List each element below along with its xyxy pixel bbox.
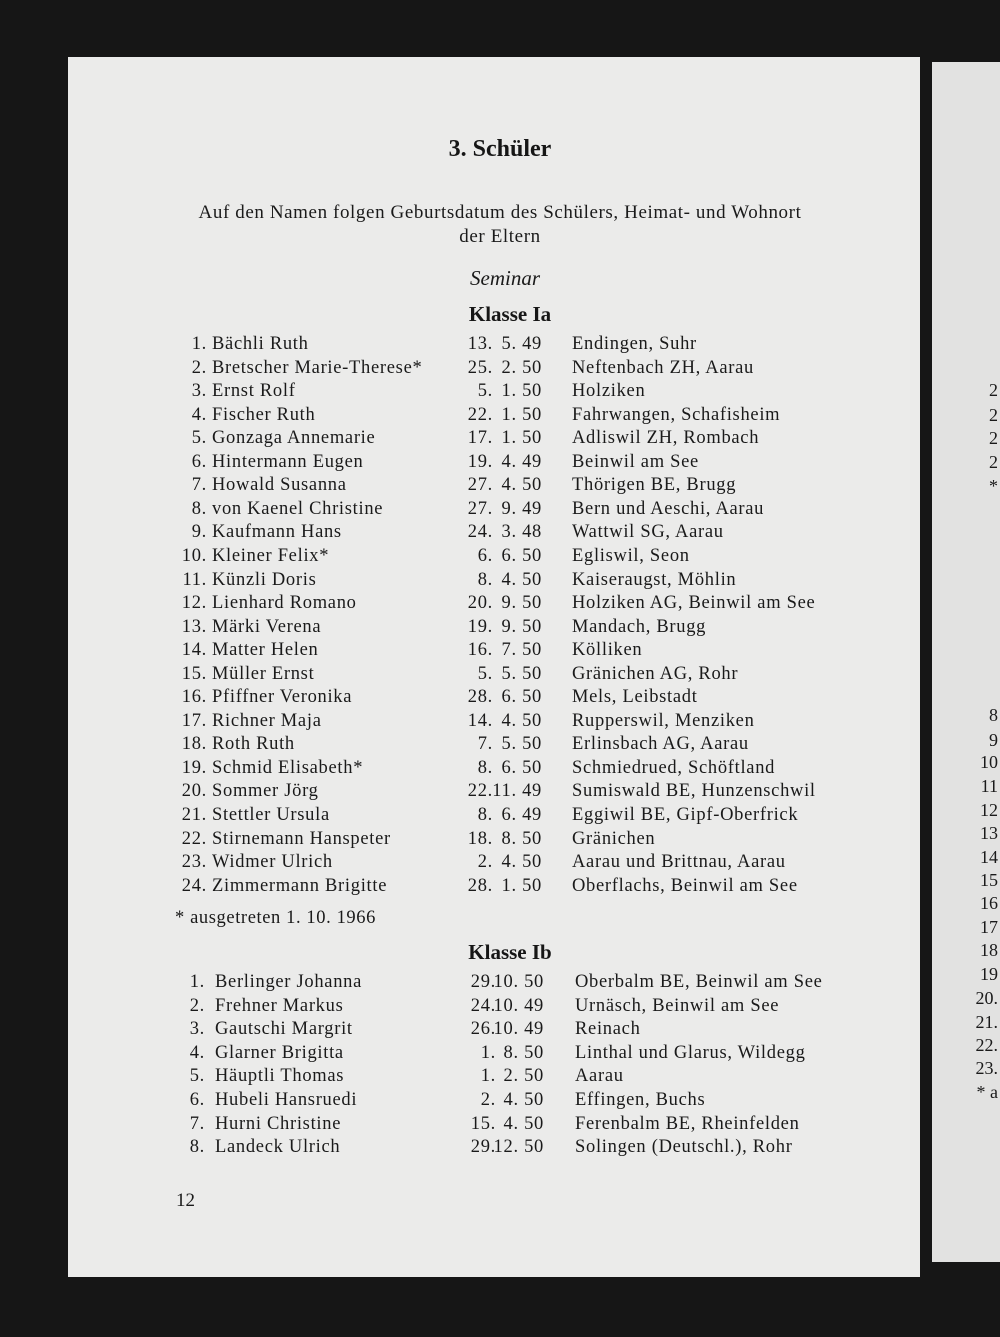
student-mon: 10. 49 bbox=[493, 1019, 544, 1040]
student-name: Hintermann Eugen bbox=[212, 451, 364, 472]
student-day: 2. bbox=[477, 852, 493, 873]
adjacent-page-fragment: 2 bbox=[989, 428, 998, 448]
student-mon: 5. 50 bbox=[501, 734, 542, 755]
student-name: Hurni Christine bbox=[215, 1113, 342, 1134]
student-num: 6. bbox=[191, 451, 207, 472]
student-name: Matter Helen bbox=[212, 640, 319, 661]
adjacent-page-fragment: 23. bbox=[975, 1058, 998, 1078]
student-name: Richner Maja bbox=[212, 710, 322, 731]
student-row bbox=[0, 1066, 1000, 1089]
student-place: Holziken bbox=[572, 381, 646, 402]
student-place: Beinwil am See bbox=[572, 451, 699, 472]
student-num: 3. bbox=[189, 1019, 205, 1040]
adjacent-page-fragment: 8 bbox=[989, 705, 998, 725]
student-day: 13. bbox=[467, 334, 493, 354]
student-row bbox=[0, 640, 1000, 663]
student-mon: 6. 50 bbox=[501, 687, 542, 708]
student-name: Stirnemann Hanspeter bbox=[212, 828, 391, 849]
student-place: Fahrwangen, Schafisheim bbox=[572, 404, 781, 425]
student-name: Zimmermann Brigitte bbox=[212, 875, 388, 896]
student-num: 17. bbox=[181, 710, 207, 731]
student-place: Rupperswil, Menziken bbox=[572, 710, 755, 731]
adjacent-page-fragment: 18 bbox=[980, 940, 998, 960]
student-name: Roth Ruth bbox=[212, 734, 295, 755]
student-num: 9. bbox=[191, 522, 207, 543]
student-name: Lienhard Romano bbox=[212, 593, 357, 614]
student-place: Gränichen bbox=[572, 828, 656, 849]
student-row bbox=[0, 876, 1000, 899]
student-name: Hubeli Hansruedi bbox=[215, 1090, 358, 1110]
student-day: 28. bbox=[467, 875, 493, 896]
student-num: 13. bbox=[181, 616, 207, 637]
student-name: Märki Verena bbox=[212, 616, 322, 637]
student-day: 19. bbox=[467, 616, 493, 637]
adjacent-page-fragment: 10 bbox=[980, 752, 998, 772]
page-title: 3. Schüler bbox=[448, 136, 552, 162]
student-name: Bächli Ruth bbox=[212, 334, 309, 354]
student-place: Adliswil ZH, Rombach bbox=[572, 428, 760, 449]
student-row bbox=[0, 617, 1000, 640]
student-mon: 2. 50 bbox=[501, 357, 542, 378]
student-place: Eggiwil BE, Gipf-Oberfrick bbox=[572, 805, 799, 825]
student-row bbox=[0, 593, 1000, 616]
student-name: Gautschi Margrit bbox=[215, 1019, 353, 1040]
student-place: Sumiswald BE, Hunzenschwil bbox=[572, 781, 816, 802]
student-name: Berlinger Johanna bbox=[215, 972, 363, 992]
student-mon: 1. 50 bbox=[501, 875, 542, 896]
student-num: 23. bbox=[181, 852, 207, 873]
adjacent-page-fragment: 15 bbox=[980, 870, 998, 890]
adjacent-page-fragment: 16 bbox=[980, 893, 998, 913]
student-day: 25. bbox=[467, 357, 493, 378]
student-name: Schmid Elisabeth* bbox=[212, 757, 364, 778]
student-day: 8. bbox=[477, 569, 493, 590]
student-place: Thörigen BE, Brugg bbox=[572, 475, 737, 496]
student-mon: 9. 50 bbox=[501, 616, 542, 637]
student-mon: 1. 50 bbox=[501, 381, 542, 402]
student-row bbox=[0, 405, 1000, 428]
student-mon: 1. 50 bbox=[501, 428, 542, 449]
student-row bbox=[0, 475, 1000, 498]
adjacent-page-fragment: 11 bbox=[980, 776, 998, 796]
student-place: Schmiedrued, Schöftland bbox=[572, 757, 776, 778]
student-name: Sommer Jörg bbox=[212, 781, 319, 802]
student-mon: 4. 49 bbox=[501, 451, 542, 472]
student-day: 18. bbox=[467, 828, 493, 849]
student-day: 24. bbox=[470, 995, 496, 1016]
adjacent-page-fragment: 2 bbox=[989, 452, 998, 472]
adjacent-page-fragment: * a bbox=[976, 1082, 998, 1102]
student-day: 20. bbox=[467, 593, 493, 614]
student-day: 8. bbox=[477, 757, 493, 778]
student-place: Erlinsbach AG, Aarau bbox=[572, 734, 749, 755]
student-place: Aarau bbox=[575, 1066, 624, 1087]
student-num: 15. bbox=[181, 663, 207, 684]
student-place: Kaiseraugst, Möhlin bbox=[572, 569, 737, 590]
student-place: Bern und Aeschi, Aarau bbox=[572, 498, 765, 519]
student-place: Gränichen AG, Rohr bbox=[572, 663, 739, 684]
student-place: Kölliken bbox=[572, 640, 643, 661]
student-day: 17. bbox=[467, 428, 493, 449]
student-row bbox=[0, 1090, 1000, 1113]
student-mon: 3. 48 bbox=[501, 522, 542, 543]
student-num: 21. bbox=[181, 805, 207, 825]
student-place: Holziken AG, Beinwil am See bbox=[572, 593, 816, 614]
student-row bbox=[0, 452, 1000, 475]
student-mon: 5. 49 bbox=[501, 334, 542, 354]
adjacent-page-fragment: * bbox=[989, 476, 998, 496]
student-num: 1. bbox=[189, 972, 205, 992]
student-num: 8. bbox=[191, 498, 207, 519]
student-row bbox=[0, 1043, 1000, 1066]
student-name: Pfiffner Veronika bbox=[212, 687, 353, 708]
adjacent-page-fragment: 21. bbox=[975, 1012, 998, 1032]
student-place: Oberbalm BE, Beinwil am See bbox=[575, 972, 823, 992]
student-num: 4. bbox=[191, 404, 207, 425]
student-day: 15. bbox=[470, 1113, 496, 1134]
student-row bbox=[0, 781, 1000, 804]
student-num: 2. bbox=[191, 357, 207, 378]
student-place: Ferenbalm BE, Rheinfelden bbox=[575, 1113, 800, 1134]
class-a-heading: Klasse Ia bbox=[468, 302, 552, 326]
student-row bbox=[0, 334, 1000, 357]
student-day: 27. bbox=[467, 475, 493, 496]
student-row bbox=[0, 1019, 1000, 1042]
student-place: Reinach bbox=[575, 1019, 641, 1040]
adjacent-page-fragment: 19 bbox=[980, 964, 998, 984]
student-mon: 6. 50 bbox=[501, 545, 542, 566]
student-day: 16. bbox=[467, 640, 493, 661]
student-mon: 8. 50 bbox=[503, 1042, 544, 1063]
intro-line-2: der Eltern bbox=[459, 226, 541, 247]
adjacent-page-fragment: 12 bbox=[980, 800, 998, 820]
student-num: 24. bbox=[181, 875, 207, 896]
adjacent-page-fragment: 2 bbox=[989, 405, 998, 425]
student-num: 11. bbox=[182, 569, 207, 590]
student-num: 7. bbox=[191, 475, 207, 496]
student-row bbox=[0, 499, 1000, 522]
student-place: Solingen (Deutschl.), Rohr bbox=[575, 1137, 793, 1158]
student-num: 5. bbox=[189, 1066, 205, 1087]
student-mon: 4. 50 bbox=[503, 1090, 544, 1110]
student-num: 8. bbox=[189, 1137, 205, 1158]
student-row bbox=[0, 829, 1000, 852]
student-num: 20. bbox=[181, 781, 207, 802]
student-row bbox=[0, 996, 1000, 1019]
student-name: Ernst Rolf bbox=[212, 381, 296, 402]
student-day: 7. bbox=[477, 734, 493, 755]
student-row bbox=[0, 358, 1000, 381]
student-num: 5. bbox=[191, 428, 207, 449]
student-name: Landeck Ulrich bbox=[215, 1137, 341, 1158]
student-name: Kleiner Felix* bbox=[212, 545, 330, 566]
student-name: Howald Susanna bbox=[212, 475, 347, 496]
student-mon: 5. 50 bbox=[501, 663, 542, 684]
student-day: 5. bbox=[477, 663, 493, 684]
student-mon: 11. 49 bbox=[492, 781, 542, 802]
student-row bbox=[0, 570, 1000, 593]
student-row bbox=[0, 758, 1000, 781]
student-mon: 1. 50 bbox=[501, 404, 542, 425]
adjacent-page-fragment: 2 bbox=[989, 380, 998, 400]
student-day: 29. bbox=[470, 972, 496, 992]
student-mon: 6. 49 bbox=[501, 805, 542, 825]
student-name: Fischer Ruth bbox=[212, 404, 316, 425]
student-mon: 4. 50 bbox=[501, 710, 542, 731]
student-row bbox=[0, 1137, 1000, 1160]
student-day: 5. bbox=[477, 381, 493, 402]
student-name: Frehner Markus bbox=[215, 995, 344, 1016]
student-name: Bretscher Marie-Therese* bbox=[212, 357, 423, 378]
student-day: 8. bbox=[477, 805, 493, 825]
student-row bbox=[0, 711, 1000, 734]
student-row bbox=[0, 972, 1000, 995]
student-mon: 4. 50 bbox=[501, 852, 542, 873]
student-place: Mels, Leibstadt bbox=[572, 687, 698, 708]
student-num: 3. bbox=[191, 381, 207, 402]
student-row bbox=[0, 664, 1000, 687]
student-place: Aarau und Brittnau, Aarau bbox=[572, 852, 786, 873]
student-day: 26. bbox=[470, 1019, 496, 1040]
student-place: Mandach, Brugg bbox=[572, 616, 707, 637]
student-mon: 4. 50 bbox=[501, 475, 542, 496]
student-row bbox=[0, 805, 1000, 828]
student-mon: 4. 50 bbox=[503, 1113, 544, 1134]
student-mon: 8. 50 bbox=[501, 828, 542, 849]
student-day: 2. bbox=[480, 1090, 496, 1110]
student-num: 2. bbox=[189, 995, 205, 1016]
student-row bbox=[0, 734, 1000, 757]
student-num: 10. bbox=[181, 545, 207, 566]
adjacent-page-fragment: 13 bbox=[980, 823, 998, 843]
student-mon: 9. 49 bbox=[501, 498, 542, 519]
adjacent-page-fragment: 9 bbox=[989, 730, 998, 750]
student-place: Neftenbach ZH, Aarau bbox=[572, 357, 754, 378]
student-row bbox=[0, 428, 1000, 451]
student-day: 22. bbox=[467, 404, 493, 425]
student-day: 19. bbox=[467, 451, 493, 472]
adjacent-page-fragment: 22. bbox=[975, 1035, 998, 1055]
student-mon: 7. 50 bbox=[501, 640, 542, 661]
student-place: Wattwil SG, Aarau bbox=[572, 522, 724, 543]
student-num: 16. bbox=[181, 687, 207, 708]
student-row bbox=[0, 687, 1000, 710]
student-place: Urnäsch, Beinwil am See bbox=[575, 995, 780, 1016]
section-heading: Seminar bbox=[470, 266, 540, 290]
student-num: 22. bbox=[181, 828, 207, 849]
student-num: 12. bbox=[181, 593, 207, 614]
student-mon: 10. 50 bbox=[493, 972, 544, 992]
adjacent-page-fragment: 17 bbox=[980, 917, 998, 937]
student-day: 27. bbox=[467, 498, 493, 519]
student-name: Glarner Brigitta bbox=[215, 1042, 344, 1063]
page-number: 12 bbox=[176, 1190, 195, 1211]
student-row bbox=[0, 381, 1000, 404]
student-day: 14. bbox=[467, 710, 493, 731]
student-name: Häuptli Thomas bbox=[215, 1066, 345, 1087]
student-day: 29. bbox=[470, 1137, 496, 1158]
footnote: * ausgetreten 1. 10. 1966 bbox=[175, 908, 376, 928]
student-day: 1. bbox=[480, 1066, 496, 1087]
adjacent-page-fragment: 14 bbox=[980, 847, 998, 867]
student-row bbox=[0, 522, 1000, 545]
student-num: 19. bbox=[181, 757, 207, 778]
student-name: Gonzaga Annemarie bbox=[212, 428, 376, 449]
student-name: von Kaenel Christine bbox=[212, 498, 384, 519]
student-place: Oberflachs, Beinwil am See bbox=[572, 875, 798, 896]
student-num: 6. bbox=[189, 1090, 205, 1110]
student-num: 4. bbox=[189, 1042, 205, 1063]
intro-line-1: Auf den Namen folgen Geburtsdatum des Schülers, Heimat- und Wohnort bbox=[198, 202, 802, 223]
student-day: 6. bbox=[477, 545, 493, 566]
adjacent-page-fragment: 20. bbox=[975, 988, 998, 1008]
student-num: 14. bbox=[181, 640, 207, 661]
student-name: Stettler Ursula bbox=[212, 805, 330, 825]
student-row bbox=[0, 1114, 1000, 1137]
student-mon: 12. 50 bbox=[493, 1137, 544, 1158]
student-day: 1. bbox=[480, 1042, 496, 1063]
student-place: Linthal und Glarus, Wildegg bbox=[575, 1042, 806, 1063]
student-place: Egliswil, Seon bbox=[572, 545, 690, 566]
class-b-heading: Klasse Ib bbox=[468, 940, 552, 964]
student-mon: 9. 50 bbox=[501, 593, 542, 614]
student-name: Widmer Ulrich bbox=[212, 852, 333, 873]
student-name: Künzli Doris bbox=[212, 569, 317, 590]
student-mon: 10. 49 bbox=[493, 995, 544, 1016]
student-row bbox=[0, 852, 1000, 875]
student-day: 22. bbox=[467, 781, 493, 802]
student-mon: 2. 50 bbox=[503, 1066, 544, 1087]
student-num: 18. bbox=[181, 734, 207, 755]
student-name: Kaufmann Hans bbox=[212, 522, 342, 543]
student-row bbox=[0, 546, 1000, 569]
student-num: 7. bbox=[189, 1113, 205, 1134]
student-place: Endingen, Suhr bbox=[572, 334, 697, 354]
student-name: Müller Ernst bbox=[212, 663, 315, 684]
student-day: 24. bbox=[467, 522, 493, 543]
student-num: 1. bbox=[191, 334, 207, 354]
student-day: 28. bbox=[467, 687, 493, 708]
student-mon: 6. 50 bbox=[501, 757, 542, 778]
student-place: Effingen, Buchs bbox=[575, 1090, 706, 1110]
student-mon: 4. 50 bbox=[501, 569, 542, 590]
